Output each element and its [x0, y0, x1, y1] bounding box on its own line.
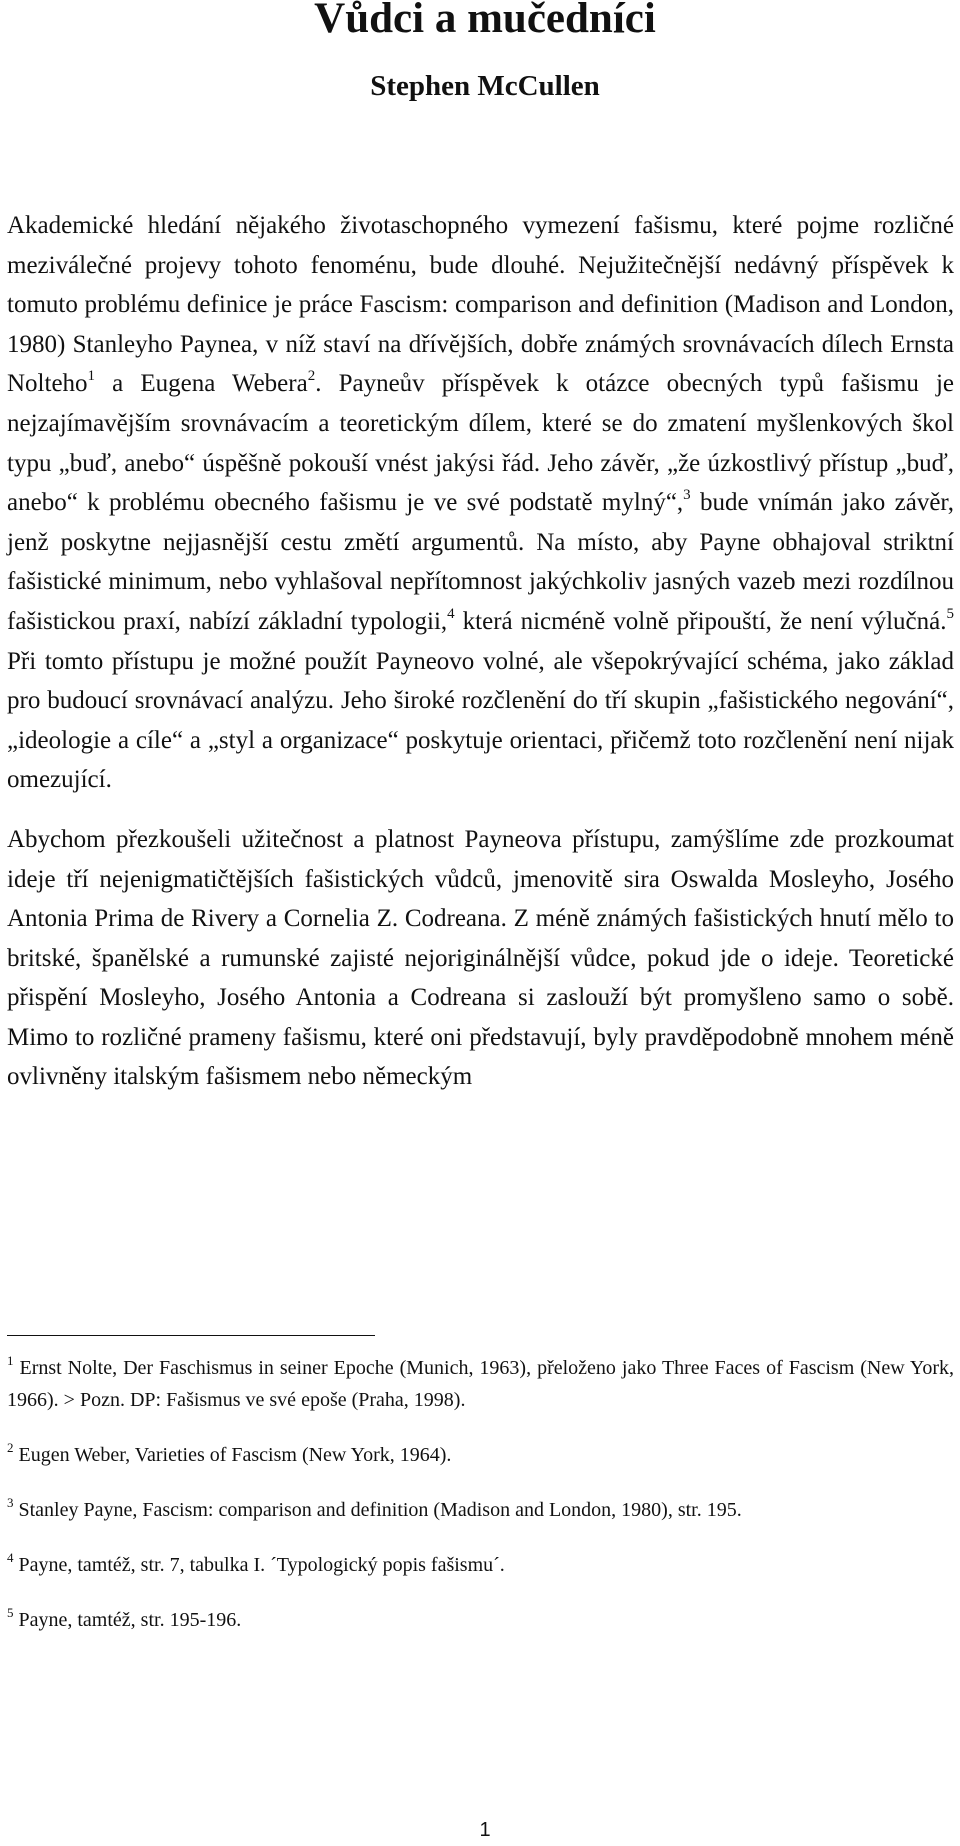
body-text [7, 206, 954, 1097]
footnote-text: Payne, tamtéž, str. 7, tabulka I. ´Typologický popis fašismu´. [18, 1554, 505, 1576]
footnotes [7, 1352, 954, 1659]
footnote-ref[interactable]: 1 [87, 368, 96, 385]
footnote-number: 2 [7, 1440, 14, 1455]
footnote [7, 1549, 954, 1581]
footnote-separator [7, 1335, 375, 1336]
footnote [7, 1439, 954, 1471]
text-run: bude vnímán jako závěr, jenž poskytne nejjasnější cestu změtí argumentů. Na místo, aby Payne obhajoval striktní fašistické minimum, nebo vyhlašoval nepřítomnost jakýchkoliv jasných vazeb mezi rozdílnou fašistickou praxí, nabízí základní typologii, [7, 489, 954, 635]
footnote-text: Stanley Payne, Fascism: comparison and definition (Madison and London, 1980), str. 195. [18, 1499, 742, 1521]
footnote-ref[interactable]: 2 [307, 368, 316, 385]
footnote-number: 3 [7, 1495, 14, 1510]
footnote [7, 1494, 954, 1526]
footnote-text: Ernst Nolte, Der Faschismus in seiner Epoche (Munich, 1963), přeloženo jako Three Faces of Fascism (New York, 1966). > Pozn. DP: Fašismus ve své epoše (Praha, 1998). [7, 1357, 954, 1411]
page-number: 1 [479, 1819, 491, 1841]
text-run: Abychom přezkoušeli užitečnost a platnost Payneova přístupu, zamýšlíme zde prozkoumat ideje tří nejenigmatičtějších fašistických vůdců, jmenovitě sira Oswalda Mosleyho, Josého Antonia Prima de Rivery a Cornelia Z. Codreana. Z méně známých fašistických hnutí mělo to britské, španělské a rumunské zajisté nejoriginálnější vůdce, pokud jde o ideje. Teoretické přispění Mosleyho, Josého Antonia a Codreana si zaslouží být promyšleno samo o sobě. Mimo to rozličné prameny fašismu, které oni představují, byly pravděpodobně mnohem méně ovlivněny italským fašismem nebo německým [7, 825, 954, 1091]
footnote-ref[interactable]: 5 [946, 605, 955, 622]
document-title: Vůdci a mučedníci [314, 0, 656, 42]
footnote-text: Payne, tamtéž, str. 195-196. [18, 1609, 242, 1631]
document-author: Stephen McCullen [370, 70, 600, 102]
text-run: Akademické hledání nějakého životaschopného vymezení fašismu, které pojme rozličné meziválečné projevy tohoto fenoménu, bude dlouhé. Nejužitečnější nedávný příspěvek k tomuto problému definice je práce Fascism: comparison and definition (Madison and London, 1980) Stanleyho Paynea, v níž staví na dřívějších, dobře známých srovnávacích dílech Ernsta Nolteho [7, 212, 954, 398]
text-run: a Eugena Webera [95, 370, 308, 398]
footnote-text: Eugen Weber, Varieties of Fascism (New York, 1964). [18, 1444, 452, 1466]
footnote [7, 1352, 954, 1416]
footnote-number: 4 [7, 1550, 14, 1565]
text-run: . Payneův příspěvek k otázce obecných typů fašismu je nejzajímavějším srovnávacím a teoretickým dílem, které se do zmatení myšlenkových škol typu „buď, anebo“ úspěšně pokouší vnést jakýsi řád. Jeho závěr, „že úzkostlivý přístup „buď, anebo“ k problému obecného fašismu je ve své podstatě mylný“, [7, 370, 954, 517]
footnote-number: 1 [7, 1353, 14, 1368]
footnote [7, 1604, 954, 1636]
text-run: Při tomto přístupu je možné použít Payneovo volné, ale všepokrývající schéma, jako základ pro budoucí srovnávací analýzu. Jeho široké rozčlenění do tří skupin „fašistického negování“, „ideologie a cíle“ a „styl a organizace“ poskytuje orientaci, přičemž toto rozčlenění není nijak omezující. [7, 647, 954, 794]
paragraph [7, 206, 954, 800]
footnote-ref[interactable]: 4 [447, 605, 455, 622]
footnote-ref[interactable]: 3 [683, 487, 691, 504]
footnote-number: 5 [7, 1605, 14, 1620]
text-run: která nicméně volně připouští, že není výlučná. [454, 607, 947, 635]
paragraph [7, 820, 954, 1097]
